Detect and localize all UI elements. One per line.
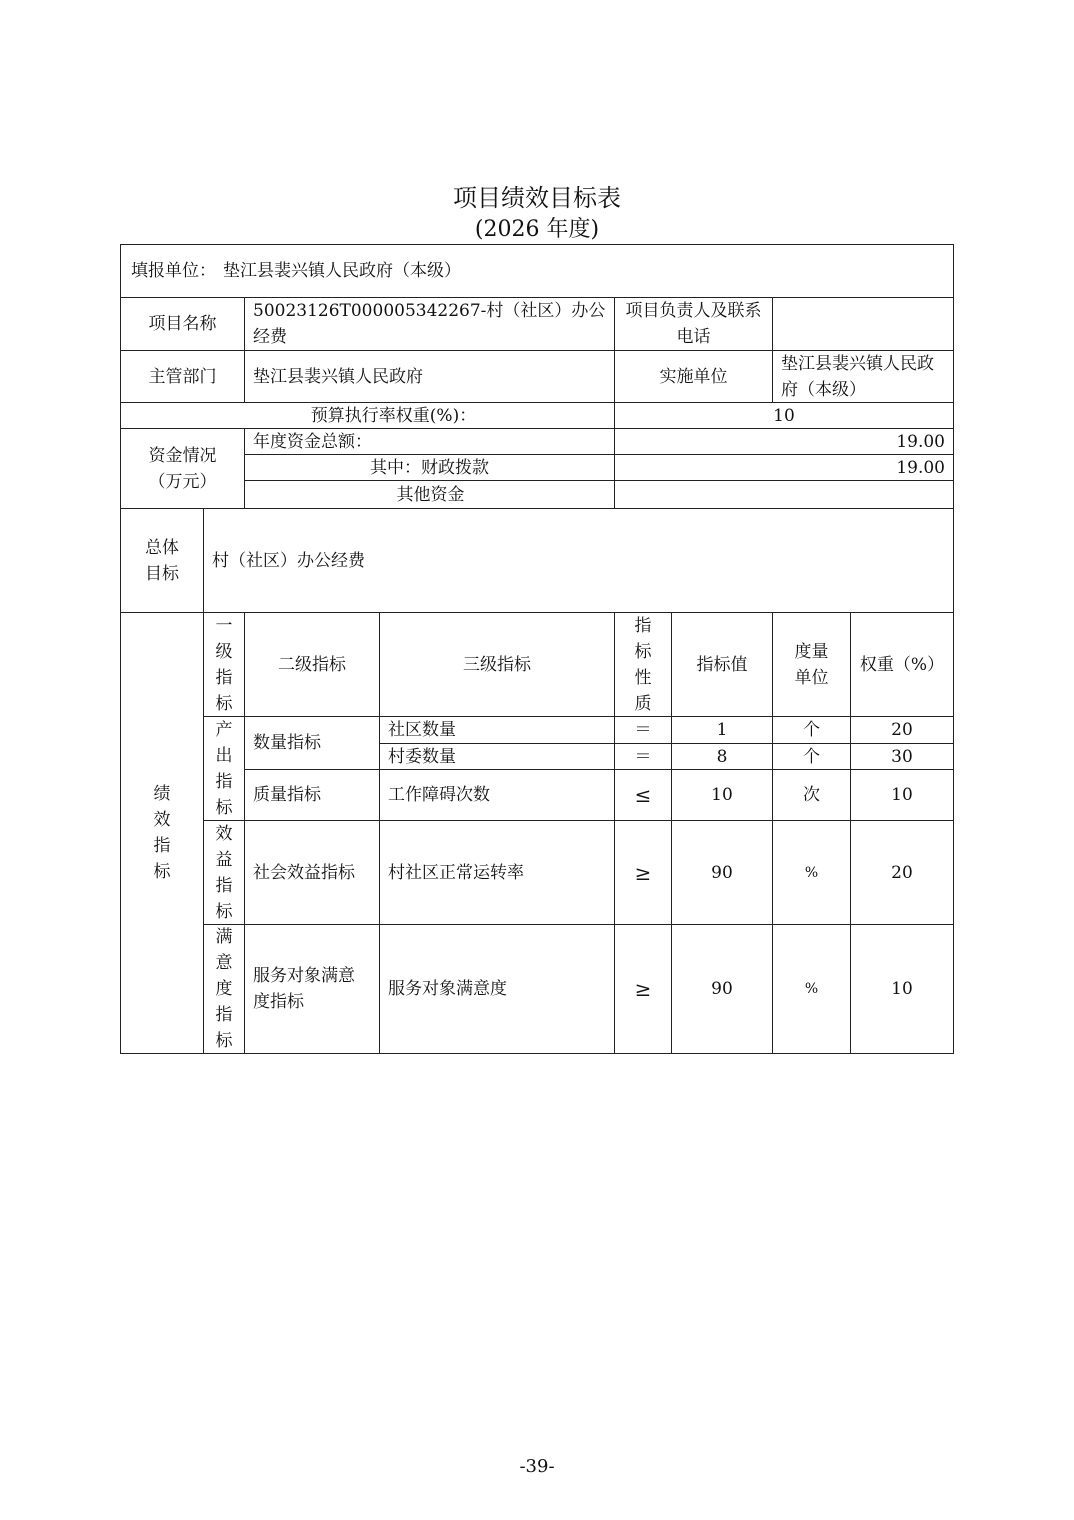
document-title: 项目绩效目标表	[453, 184, 621, 212]
funds-total-label: 年度资金总额：	[244, 428, 615, 455]
row-level3: 工作障碍次数	[379, 769, 615, 821]
row-value: 90	[671, 820, 773, 925]
row-unit: %	[772, 820, 851, 925]
row-level3: 服务对象满意度	[379, 924, 615, 1054]
group-satisfaction-label: 满意度指标	[203, 924, 245, 1054]
row-value: 90	[671, 924, 773, 1054]
col-level2-header: 二级指标	[244, 612, 380, 717]
budget-rate-label: 预算执行率权重(%)：	[120, 402, 615, 429]
funds-fiscal-label: 其中：财政拨款	[244, 454, 615, 481]
row-weight: 10	[850, 769, 954, 821]
row-nature: ≥	[614, 820, 672, 925]
project-name-value: 50023126T000005342267-村（社区）办公经费	[244, 297, 615, 351]
row-level2: 数量指标	[244, 716, 380, 770]
filler-row	[120, 244, 954, 298]
funds-label: 资金情况（万元）	[120, 428, 245, 509]
row-value: 10	[671, 769, 773, 821]
group-benefit-label: 效益指标	[203, 820, 245, 925]
col-level3-header: 三级指标	[379, 612, 615, 717]
row-weight: 20	[850, 820, 954, 925]
col-value-header: 指标值	[671, 612, 773, 717]
row-unit: 次	[772, 769, 851, 821]
row-level3: 社区数量	[379, 716, 615, 744]
row-unit: 个	[772, 716, 851, 744]
row-weight: 20	[850, 716, 954, 744]
col-unit-header: 度量单位	[772, 612, 851, 717]
col-level1-header: 一级指标	[203, 612, 245, 717]
col-nature-header: 指标性质	[614, 612, 672, 717]
row-nature: ＝	[614, 743, 672, 770]
row-unit: %	[772, 924, 851, 1054]
dept-label: 主管部门	[120, 350, 245, 403]
row-value: 8	[671, 743, 773, 770]
page-number: -39-	[519, 1456, 555, 1477]
row-level2: 质量指标	[244, 769, 380, 821]
row-level2: 社会效益指标	[244, 820, 380, 925]
funds-fiscal-value: 19.00	[614, 454, 954, 481]
row-weight: 10	[850, 924, 954, 1054]
budget-rate-value: 10	[614, 402, 954, 429]
funds-other-label: 其他资金	[244, 480, 615, 509]
row-nature: ≤	[614, 769, 672, 821]
impl-value: 垫江县裴兴镇人民政府（本级）	[772, 350, 954, 403]
filler-value: 垫江县裴兴镇人民政府（本级）	[223, 261, 461, 281]
row-value: 1	[671, 716, 773, 744]
dept-value: 垫江县裴兴镇人民政府	[244, 350, 615, 403]
row-level2: 服务对象满意度指标	[244, 924, 380, 1054]
contact-value	[772, 297, 954, 351]
contact-label: 项目负责人及联系电话	[614, 297, 773, 351]
funds-total-value: 19.00	[614, 428, 954, 455]
indicators-section-label: 绩效指标	[120, 612, 204, 1054]
row-level3: 村社区正常运转率	[379, 820, 615, 925]
funds-other-value	[614, 480, 954, 509]
document-subtitle: (2026 年度)	[474, 217, 600, 242]
goal-label: 总体目标	[120, 508, 204, 613]
filler-label: 填报单位：	[131, 261, 216, 281]
row-level3: 村委数量	[379, 743, 615, 770]
row-nature: ≥	[614, 924, 672, 1054]
row-unit: 个	[772, 743, 851, 770]
impl-label: 实施单位	[614, 350, 773, 403]
project-name-label: 项目名称	[120, 297, 245, 351]
group-output-label: 产出指标	[203, 716, 245, 821]
col-weight-header: 权重（%）	[850, 612, 954, 717]
performance-table	[121, 245, 954, 1055]
row-nature: ＝	[614, 716, 672, 744]
row-weight: 30	[850, 743, 954, 770]
goal-value: 村（社区）办公经费	[203, 508, 954, 613]
